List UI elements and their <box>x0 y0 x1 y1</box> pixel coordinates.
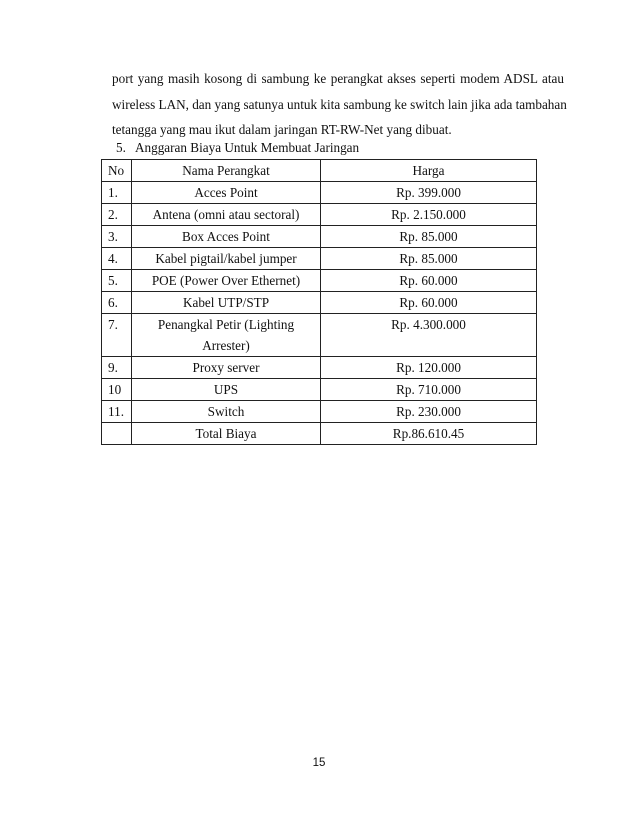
row-price: Rp. 85.000 <box>321 226 537 248</box>
total-price: Rp.86.610.45 <box>321 423 537 445</box>
table-row <box>102 357 537 379</box>
table-total-row <box>102 423 537 445</box>
header-no: No <box>102 160 132 182</box>
table-row <box>102 292 537 314</box>
table-header-row <box>102 160 537 182</box>
row-price: Rp. 4.300.000 <box>321 314 537 357</box>
row-no: 2. <box>102 204 132 226</box>
row-name <box>132 314 321 357</box>
row-name: Proxy server <box>132 357 321 379</box>
row-price: Rp. 85.000 <box>321 248 537 270</box>
row-price: Rp. 2.150.000 <box>321 204 537 226</box>
row-name: Box Acces Point <box>132 226 321 248</box>
section-title: Anggaran Biaya Untuk Membuat Jaringan <box>135 140 360 155</box>
page-number: 15 <box>312 757 326 769</box>
row-name-line: Arrester) <box>202 338 250 353</box>
row-name-line: Penangkal Petir (Lighting <box>157 317 295 332</box>
row-no: 1. <box>102 182 132 204</box>
row-price: Rp. 710.000 <box>321 379 537 401</box>
table-row <box>102 314 537 357</box>
row-no: 7. <box>102 314 132 357</box>
row-no: 11. <box>102 401 132 423</box>
row-name: Antena (omni atau sectoral) <box>132 204 321 226</box>
table-row <box>102 401 537 423</box>
row-price: Rp. 60.000 <box>321 270 537 292</box>
table-row <box>102 226 537 248</box>
table-row <box>102 379 537 401</box>
body-paragraph <box>112 66 567 143</box>
budget-table <box>101 159 537 445</box>
total-label: Total Biaya <box>132 423 321 445</box>
table-row <box>102 182 537 204</box>
row-no: 9. <box>102 357 132 379</box>
row-no: 4. <box>102 248 132 270</box>
row-price: Rp. 60.000 <box>321 292 537 314</box>
row-no: 10 <box>102 379 132 401</box>
table-row <box>102 248 537 270</box>
row-name: Kabel pigtail/kabel jumper <box>132 248 321 270</box>
row-name: UPS <box>132 379 321 401</box>
total-no-empty <box>102 423 132 445</box>
row-price: Rp. 120.000 <box>321 357 537 379</box>
header-name: Nama Perangkat <box>132 160 321 182</box>
row-name: Acces Point <box>132 182 321 204</box>
table-row <box>102 204 537 226</box>
row-name: POE (Power Over Ethernet) <box>132 270 321 292</box>
paragraph-line: tetangga yang mau ikut dalam jaringan RT-RW-Net yang dibuat. <box>112 122 452 137</box>
row-name: Switch <box>132 401 321 423</box>
table-row <box>102 270 537 292</box>
section-number: 5. <box>116 140 126 155</box>
row-no: 6. <box>102 292 132 314</box>
paragraph-line: wireless LAN, dan yang satunya untuk kita sambung ke switch lain jika ada tambahan <box>112 96 567 112</box>
row-price: Rp. 399.000 <box>321 182 537 204</box>
header-price: Harga <box>321 160 537 182</box>
row-no: 5. <box>102 270 132 292</box>
row-no: 3. <box>102 226 132 248</box>
row-name: Kabel UTP/STP <box>132 292 321 314</box>
paragraph-line: port yang masih kosong di sambung ke perangkat akses seperti modem ADSL atau <box>112 71 564 86</box>
section-heading <box>116 139 359 157</box>
row-price: Rp. 230.000 <box>321 401 537 423</box>
